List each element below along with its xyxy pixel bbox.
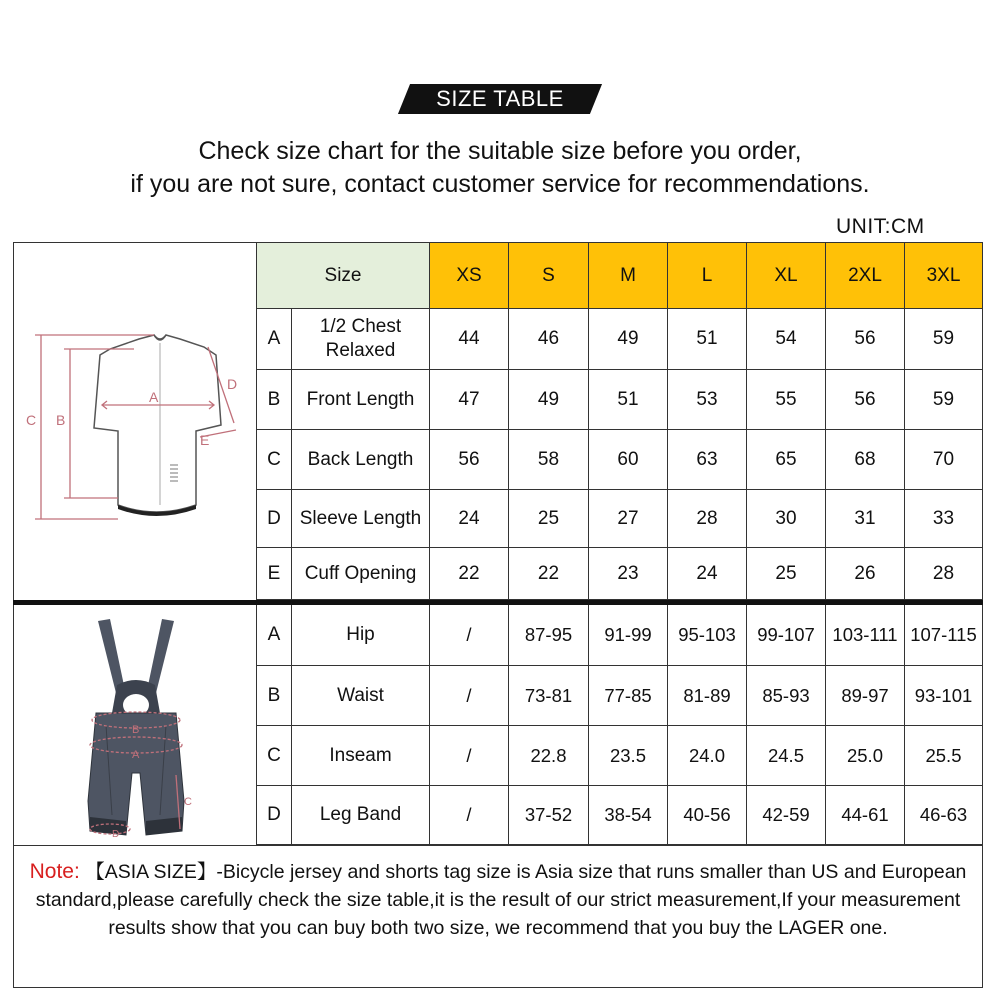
jersey-value-cell: 53 xyxy=(668,370,747,430)
jersey-value-cell: 70 xyxy=(905,430,983,490)
shorts-label-d: D xyxy=(112,829,120,840)
jersey-value-cell: 24 xyxy=(430,490,509,548)
size-col-header: 2XL xyxy=(826,243,905,309)
jersey-value-cell: 63 xyxy=(668,430,747,490)
jersey-row-name: Front Length xyxy=(292,370,430,430)
jersey-label-a: A xyxy=(149,389,159,405)
note-text: 【ASIA SIZE】-Bicycle jersey and shorts tag size is Asia size that runs smaller than US and European standard,please carefully check the size table,it is the result of our strict measurement,If your measurement results show that you can buy both two size, we recommend that you buy the LAGER one. xyxy=(35,861,967,939)
jersey-row-letter: E xyxy=(257,548,292,600)
shorts-value-cell: 22.8 xyxy=(509,726,589,786)
jersey-value-cell: 56 xyxy=(826,370,905,430)
size-col-header: L xyxy=(668,243,747,309)
size-col-header: S xyxy=(509,243,589,309)
jersey-value-cell: 33 xyxy=(905,490,983,548)
shorts-value-cell: 87-95 xyxy=(509,605,589,666)
jersey-value-cell: 28 xyxy=(905,548,983,600)
jersey-label-b: B xyxy=(56,412,66,428)
shorts-row-name: Hip xyxy=(292,605,430,666)
jersey-value-cell: 55 xyxy=(747,370,826,430)
jersey-value-cell: 47 xyxy=(430,370,509,430)
jersey-value-cell: 49 xyxy=(509,370,589,430)
shorts-value-cell: 85-93 xyxy=(747,666,826,726)
shorts-value-cell: 44-61 xyxy=(826,786,905,845)
jersey-row-letter: B xyxy=(257,370,292,430)
jersey-label-c: C xyxy=(26,412,37,428)
jersey-value-cell: 68 xyxy=(826,430,905,490)
shorts-value-cell: 73-81 xyxy=(509,666,589,726)
shorts-row-name: Waist xyxy=(292,666,430,726)
shorts-value-cell: 25.0 xyxy=(826,726,905,786)
shorts-image-panel xyxy=(14,605,257,845)
jersey-value-cell: 44 xyxy=(430,309,509,370)
shorts-label-c: C xyxy=(184,796,192,808)
intro-line-2: if you are not sure, contact customer service for recommendations. xyxy=(130,170,870,198)
bib-shorts-diagram-icon xyxy=(14,605,257,845)
jersey-value-cell: 23 xyxy=(589,548,668,600)
jersey-value-cell: 27 xyxy=(589,490,668,548)
shorts-value-cell: 107-115 xyxy=(905,605,983,666)
jersey-value-cell: 26 xyxy=(826,548,905,600)
shorts-value-cell: 99-107 xyxy=(747,605,826,666)
jersey-row-name: 1/2 Chest Relaxed xyxy=(292,309,430,370)
shorts-value-cell: 93-101 xyxy=(905,666,983,726)
jersey-value-cell: 25 xyxy=(747,548,826,600)
shorts-value-cell: 95-103 xyxy=(668,605,747,666)
shorts-value-cell: / xyxy=(430,726,509,786)
jersey-value-cell: 58 xyxy=(509,430,589,490)
shorts-value-cell: 81-89 xyxy=(668,666,747,726)
jersey-value-cell: 28 xyxy=(668,490,747,548)
shorts-value-cell: 77-85 xyxy=(589,666,668,726)
jersey-row-letter: C xyxy=(257,430,292,490)
jersey-value-cell: 30 xyxy=(747,490,826,548)
jersey-row-letter: A xyxy=(257,309,292,370)
jersey-row-letter: D xyxy=(257,490,292,548)
note-box xyxy=(13,846,983,988)
jersey-value-cell: 49 xyxy=(589,309,668,370)
shorts-row-name: Inseam xyxy=(292,726,430,786)
shorts-value-cell: 38-54 xyxy=(589,786,668,845)
shorts-row-letter: A xyxy=(257,605,292,666)
shorts-value-cell: 89-97 xyxy=(826,666,905,726)
shorts-label-b: B xyxy=(132,724,140,736)
cycling-jersey-diagram-icon xyxy=(14,243,257,600)
jersey-value-cell: 22 xyxy=(430,548,509,600)
size-header-cell: Size xyxy=(257,243,430,309)
shorts-value-cell: 40-56 xyxy=(668,786,747,845)
jersey-value-cell: 56 xyxy=(430,430,509,490)
jersey-row-name: Sleeve Length xyxy=(292,490,430,548)
jersey-value-cell: 31 xyxy=(826,490,905,548)
jersey-value-cell: 65 xyxy=(747,430,826,490)
jersey-row-name: Back Length xyxy=(292,430,430,490)
shorts-value-cell: 37-52 xyxy=(509,786,589,845)
shorts-value-cell: 91-99 xyxy=(589,605,668,666)
jersey-value-cell: 46 xyxy=(509,309,589,370)
shorts-value-cell: 24.5 xyxy=(747,726,826,786)
shorts-row-letter: D xyxy=(257,786,292,845)
note-label: Note: xyxy=(29,860,80,883)
jersey-value-cell: 25 xyxy=(509,490,589,548)
intro-line-1: Check size chart for the suitable size before you order, xyxy=(198,137,802,165)
shorts-row-letter: B xyxy=(257,666,292,726)
jersey-label-d: D xyxy=(227,376,238,392)
jersey-row-name: Cuff Opening xyxy=(292,548,430,600)
jersey-image-panel xyxy=(14,243,257,600)
shorts-value-cell: / xyxy=(430,605,509,666)
shorts-value-cell: / xyxy=(430,666,509,726)
unit-label: UNIT:CM xyxy=(836,215,925,238)
shorts-value-cell: / xyxy=(430,786,509,845)
jersey-value-cell: 54 xyxy=(747,309,826,370)
jersey-value-cell: 56 xyxy=(826,309,905,370)
jersey-value-cell: 59 xyxy=(905,309,983,370)
jersey-value-cell: 24 xyxy=(668,548,747,600)
jersey-label-e: E xyxy=(200,432,210,448)
shorts-row-name: Leg Band xyxy=(292,786,430,845)
shorts-value-cell: 42-59 xyxy=(747,786,826,845)
shorts-value-cell: 46-63 xyxy=(905,786,983,845)
jersey-value-cell: 60 xyxy=(589,430,668,490)
shorts-label-a: A xyxy=(132,749,140,761)
shorts-value-cell: 25.5 xyxy=(905,726,983,786)
size-col-header: XS xyxy=(430,243,509,309)
jersey-value-cell: 51 xyxy=(589,370,668,430)
jersey-value-cell: 51 xyxy=(668,309,747,370)
jersey-value-cell: 59 xyxy=(905,370,983,430)
size-table-badge: SIZE TABLE xyxy=(436,86,564,111)
size-col-header: 3XL xyxy=(905,243,983,309)
size-col-header: XL xyxy=(747,243,826,309)
shorts-row-letter: C xyxy=(257,726,292,786)
jersey-value-cell: 22 xyxy=(509,548,589,600)
shorts-value-cell: 24.0 xyxy=(668,726,747,786)
shorts-value-cell: 23.5 xyxy=(589,726,668,786)
shorts-value-cell: 103-111 xyxy=(826,605,905,666)
size-col-header: M xyxy=(589,243,668,309)
